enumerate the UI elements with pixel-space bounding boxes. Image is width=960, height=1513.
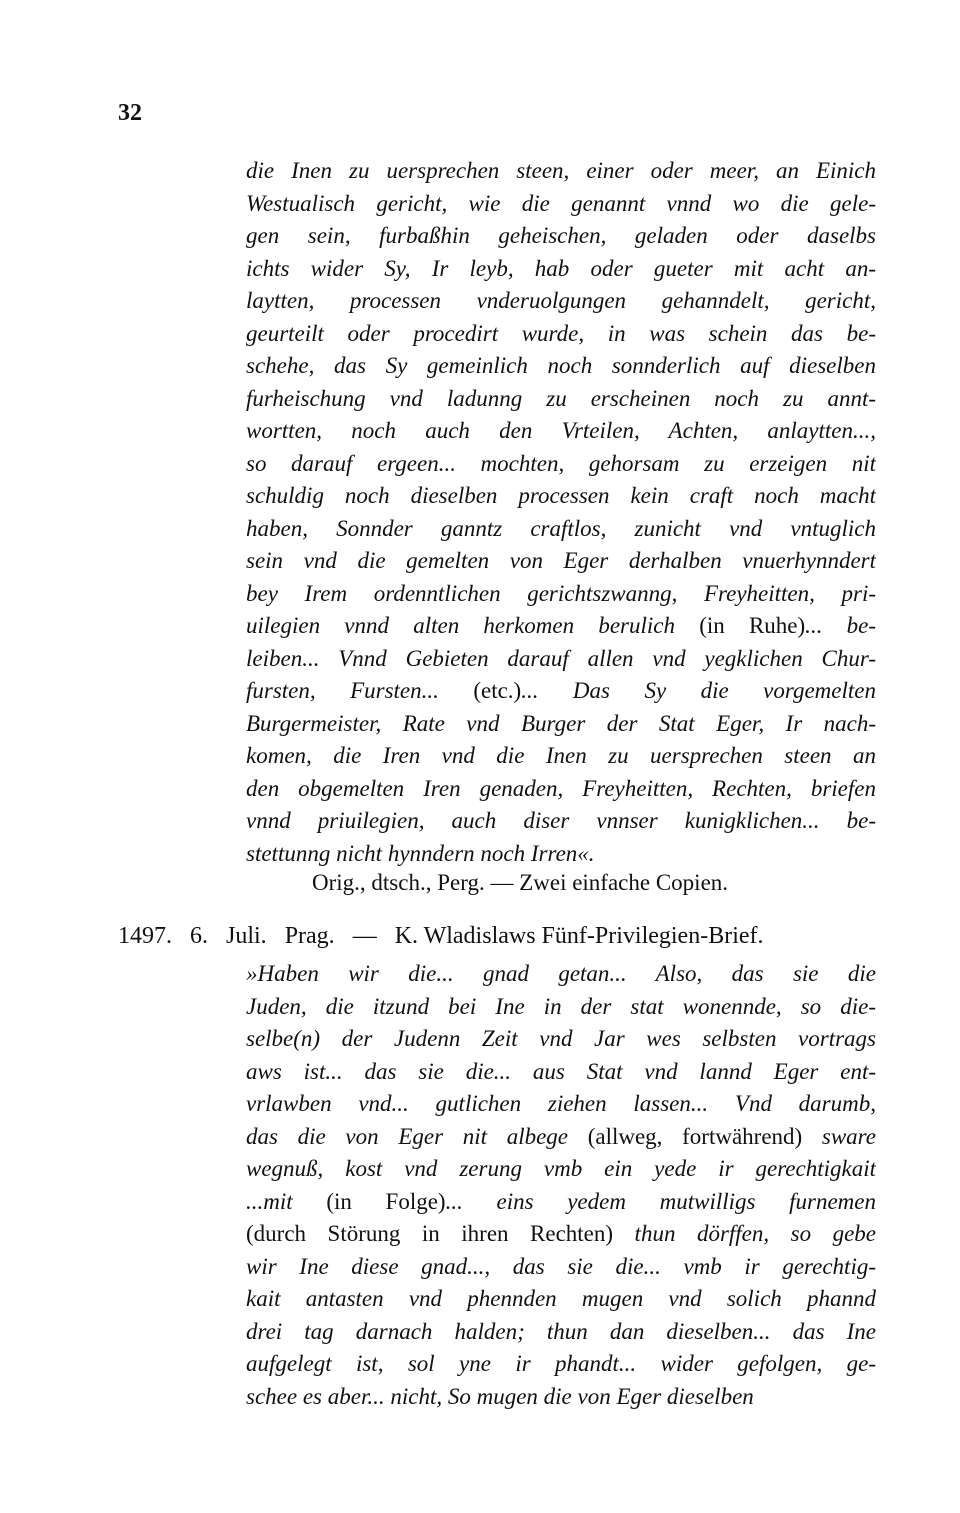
document-text-block-2 — [246, 958, 876, 1413]
text-fragment: uilegien vnnd alten herkomen berulich — [246, 613, 700, 638]
text-line: so darauf ergeen... mochten, gehorsam zu erzeigen nit — [246, 450, 876, 476]
text-fragment: ... be- — [805, 613, 876, 638]
editorial-gloss: (in Ruhe) — [699, 613, 806, 638]
text-line: bey Irem ordenntlichen gerichtszwanng, Freyheitten, pri- — [246, 580, 876, 606]
entry-month: Juli. — [226, 923, 267, 949]
text-fragment: ... eins yedem mutwilligs furnemen — [445, 1188, 876, 1214]
source-note: Orig., dtsch., Perg. — Zwei einfache Copien. — [312, 870, 729, 895]
text-line — [246, 1186, 876, 1219]
text-fragment: ...mit — [246, 1188, 327, 1214]
text-line: gen sein, furbaßhin geheischen, geladen oder daselbs — [246, 223, 876, 248]
text-line — [246, 1218, 876, 1251]
text-line: schuldig noch dieselben processen kein craft noch macht — [246, 483, 876, 508]
entry-day: 6. — [190, 923, 208, 949]
text-line: wir Ine diese gnad..., das sie die... vmb ir gerechtig- — [246, 1253, 876, 1279]
text-line: aufgelegt ist, sol yne ir phandt... wider gefolgen, ge- — [246, 1351, 876, 1376]
text-line: Westualisch gericht, wie die genannt vnnd wo die gele- — [246, 190, 876, 216]
text-line: laytten, processen vnderuolgungen gehanndelt, gericht, — [246, 288, 876, 313]
entry-title: K. Wladislaws Fünf-Privilegien-Brief. — [394, 923, 764, 949]
text-line: selbe(n) der Judenn Zeit vnd Jar wes selbsten vortrags — [246, 1026, 876, 1051]
text-line: leiben... Vnnd Gebieten darauf allen vnd yegklichen Chur- — [246, 645, 876, 671]
text-line: aws ist... das sie die... aus Stat vnd lannd Eger ent- — [246, 1058, 876, 1084]
text-line: sein vnd die gemelten von Eger derhalben vnuerhynndert — [246, 548, 876, 573]
text-line: Juden, die itzund bei Ine in der stat wonennde, so die- — [246, 993, 876, 1019]
editorial-gloss: (allweg, fortwährend) — [587, 1123, 803, 1149]
text-line: »Haben wir die... gnad getan... Also, das sie die — [246, 961, 876, 986]
editorial-gloss: (in Folge) — [326, 1188, 446, 1214]
text-line: den obgemelten Iren genaden, Freyheitten, Rechten, briefen — [246, 775, 876, 801]
text-line: ichts wider Sy, Ir leyb, hab oder gueter mit acht an- — [246, 255, 876, 281]
entry-place: Prag. — [284, 923, 335, 949]
text-fragment: das die von Eger nit albege — [246, 1123, 588, 1149]
text-line: haben, Sonnder ganntz craftlos, zunicht vnd vntuglich — [246, 515, 876, 541]
text-line — [246, 610, 876, 643]
text-line — [246, 1121, 876, 1154]
text-line: vnnd priuilegien, auch diser vnnser kunigklichen... be- — [246, 808, 876, 833]
text-fragment: fursten, Fursten... — [246, 678, 474, 703]
text-line: schehe, das Sy gemeinlich noch sonnderlich auf dieselben — [246, 353, 876, 378]
text-line: wortten, noch auch den Vrteilen, Achten, anlaytten..., — [246, 418, 876, 443]
text-line: die Inen zu uersprechen steen, einer oder meer, an Einich — [246, 158, 876, 183]
entry-heading — [118, 923, 838, 950]
document-text-block-1 — [246, 155, 876, 870]
text-line: wegnuß, kost vnd zerung vmb ein yede ir gerechtigkait — [246, 1156, 876, 1181]
text-line: schee es aber... nicht, So mugen die von Eger dieselben — [246, 1383, 754, 1409]
editorial-gloss: (durch Störung in ihren Rechten) — [246, 1221, 614, 1246]
text-line — [246, 675, 876, 708]
entry-year: 1497. — [118, 923, 172, 949]
text-line: furheischung vnd ladunng zu erscheinen noch zu annt- — [246, 385, 876, 411]
editorial-gloss: (etc.) — [473, 678, 522, 703]
page-number: 32 — [118, 100, 142, 126]
text-line: Burgermeister, Rate vnd Burger der Stat Eger, Ir nach- — [246, 710, 876, 736]
text-line: kait antasten vnd phennden mugen vnd solich phannd — [246, 1286, 876, 1311]
text-line: drei tag darnach halden; thun dan dieselben... das Ine — [246, 1318, 876, 1344]
text-fragment: thun dörffen, so gebe — [613, 1221, 876, 1246]
text-fragment: sware — [802, 1123, 876, 1149]
entry-dash: — — [352, 923, 377, 949]
text-line: vrlawben vnd... gutlichen ziehen lassen... Vnd darumb, — [246, 1091, 876, 1116]
text-line: komen, die Iren vnd die Inen zu uersprechen steen an — [246, 743, 876, 768]
text-fragment: ... Das Sy die vorgemelten — [521, 678, 876, 703]
text-line: geurteilt oder procedirt wurde, in was schein das be- — [246, 320, 876, 346]
text-line: stettunng nicht hynndern noch Irren«. — [246, 840, 595, 866]
